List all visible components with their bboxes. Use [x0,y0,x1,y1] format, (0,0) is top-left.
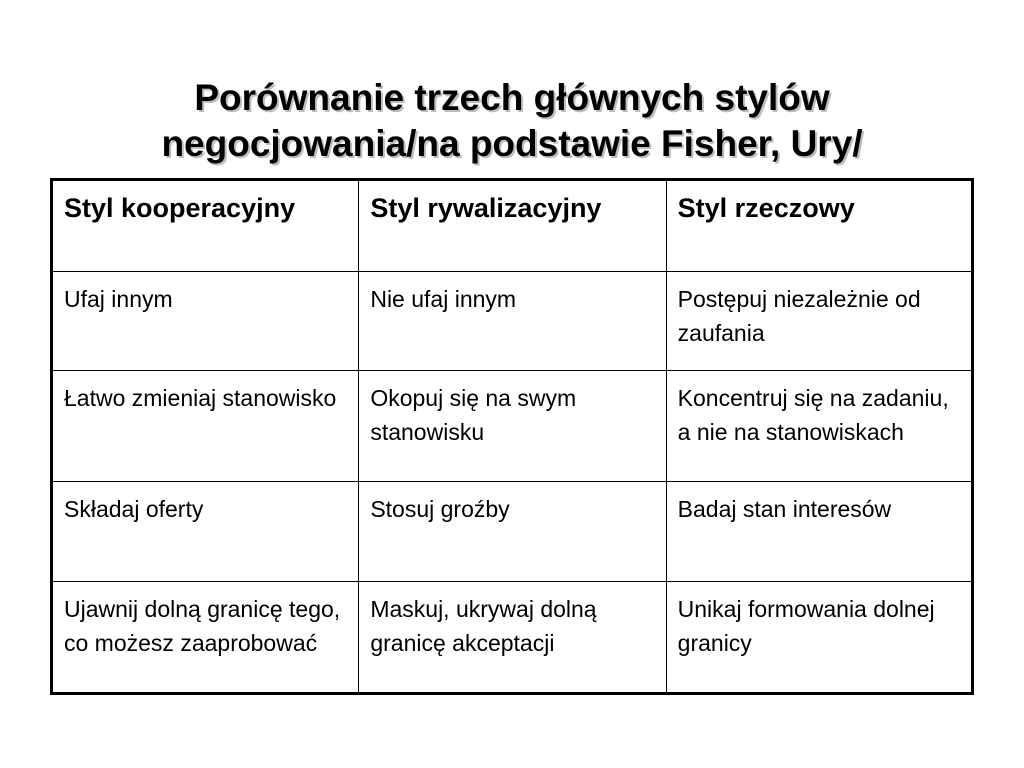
table-cell: Stosuj groźby [359,482,666,582]
slide-title-line-1: Porównanie trzech głównych stylów [194,76,830,118]
table-cell: Koncentruj się na zadaniu, a nie na stanowiskach [666,371,972,482]
table-cell: Postępuj niezależnie od zaufania [666,272,972,371]
table-cell: Maskuj, ukrywaj dolną granicę akceptacji [359,582,666,694]
table-row [52,482,973,582]
table-cell: Składaj oferty [52,482,359,582]
table-cell: Unikaj formowania dolnej granicy [666,582,972,694]
table-cell: Ujawnij dolną granicę tego, co możesz zaaprobować [52,582,359,694]
header-cell-cooperative: Styl kooperacyjny [52,180,359,272]
table-row [52,371,973,482]
comparison-table [50,178,974,695]
table-header-row [52,180,973,272]
table-cell: Łatwo zmieniaj stanowisko [52,371,359,482]
slide-title [0,75,1024,167]
slide-title-line-2: negocjowania/na podstawie Fisher, Ury/ [161,122,863,164]
header-cell-principled: Styl rzeczowy [666,180,972,272]
header-cell-competitive: Styl rywalizacyjny [359,180,666,272]
table-cell: Okopuj się na swym stanowisku [359,371,666,482]
table-cell: Badaj stan interesów [666,482,972,582]
table-cell: Ufaj innym [52,272,359,371]
table-row [52,582,973,694]
table-row [52,272,973,371]
table-cell: Nie ufaj innym [359,272,666,371]
